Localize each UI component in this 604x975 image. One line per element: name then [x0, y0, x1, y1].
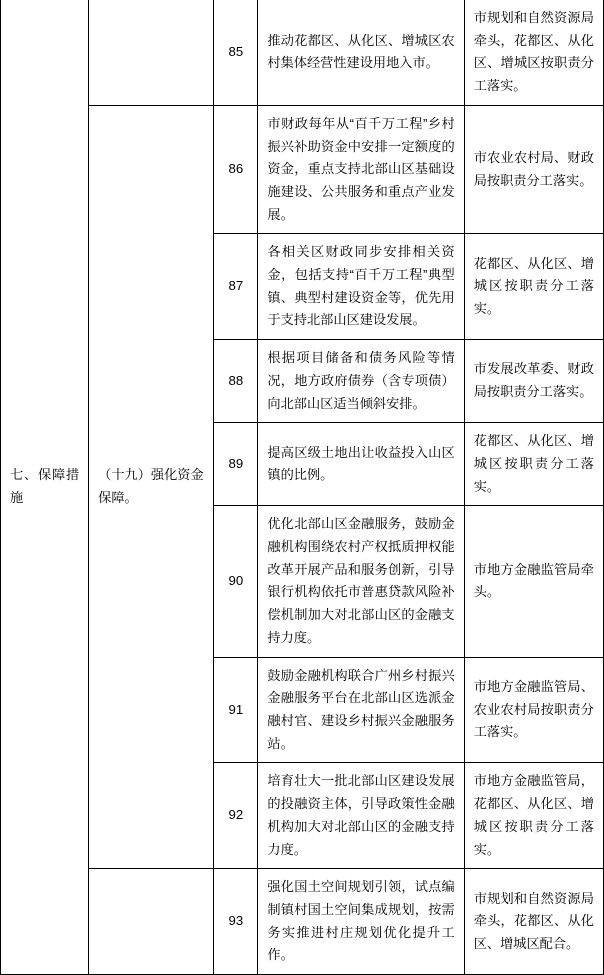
row-number: 92: [214, 763, 258, 869]
row-number: 86: [214, 105, 258, 234]
table-row: [1, 0, 604, 105]
responsible-unit: 花都区、从化区、增城区按职责分工落实。: [464, 423, 603, 506]
task-text: 提高区级土地出让收益投入山区镇的比例。: [258, 423, 464, 506]
task-text: 优化北部山区金融服务，鼓励金融机构围绕农村产权抵质押权能改革开展产品和服务创新，引导银行机构依托市普惠贷款风险补偿机制加大对北部山区的金融支持力度。: [258, 506, 464, 657]
group-label: （十九）强化资金保障。: [98, 467, 204, 505]
table-row: [1, 869, 604, 975]
responsible-unit: 市农业农村局、财政局按职责分工落实。: [464, 105, 603, 234]
task-text: 强化国土空间规划引领，试点编制镇村国土空间集成规划，按需务实推进村庄规划优化提升工作。: [258, 869, 464, 975]
responsible-unit: 花都区、从化区、增城区按职责分工落实。: [464, 234, 603, 340]
group-label-cell-bottom: [89, 869, 214, 975]
row-number: 87: [214, 234, 258, 340]
row-number: 85: [214, 0, 258, 105]
section-label: 七、保障措施: [10, 467, 80, 505]
task-text: 鼓励金融机构联合广州乡村振兴金融服务平台在北部山区选派金融村官、建设乡村振兴金融服务站。: [258, 657, 464, 763]
section-label-cell: [1, 0, 89, 975]
responsible-unit: 市规划和自然资源局牵头，花都区、从化区、增城区按职责分工落实。: [464, 0, 603, 105]
table-body: [1, 0, 604, 975]
responsible-unit: 市发展改革委、财政局按职责分工落实。: [464, 340, 603, 423]
row-number: 93: [214, 869, 258, 975]
row-number: 88: [214, 340, 258, 423]
responsible-unit: 市地方金融监管局牵头。: [464, 506, 603, 657]
task-text: 各相关区财政同步安排相关资金，包括支持“百千万工程”典型镇、典型村建设资金等，优先用于支持北部山区建设发展。: [258, 234, 464, 340]
table-row: [1, 105, 604, 234]
task-text: 根据项目储备和债务风险等情况，地方政府债券（含专项债）向北部山区适当倾斜安排。: [258, 340, 464, 423]
row-number: 89: [214, 423, 258, 506]
row-number: 91: [214, 657, 258, 763]
responsible-unit: 市规划和自然资源局牵头，花都区、从化区、增城区配合。: [464, 869, 603, 975]
responsible-unit: 市地方金融监管局，花都区、从化区、增城区按职责分工落实。: [464, 763, 603, 869]
task-text: 推动花都区、从化区、增城区农村集体经营性建设用地入市。: [258, 0, 464, 105]
task-text: 市财政每年从“百千万工程”乡村振兴补助资金中安排一定额度的资金，重点支持北部山区基础设施建设、公共服务和重点产业发展。: [258, 105, 464, 234]
group-label-cell-top: [89, 0, 214, 105]
responsible-unit: 市地方金融监管局、农业农村局按职责分工落实。: [464, 657, 603, 763]
row-number: 90: [214, 506, 258, 657]
group-label-cell-19: [89, 105, 214, 868]
task-text: 培育壮大一批北部山区建设发展的投融资主体，引导政策性金融机构加大对北部山区的金融支持力度。: [258, 763, 464, 869]
